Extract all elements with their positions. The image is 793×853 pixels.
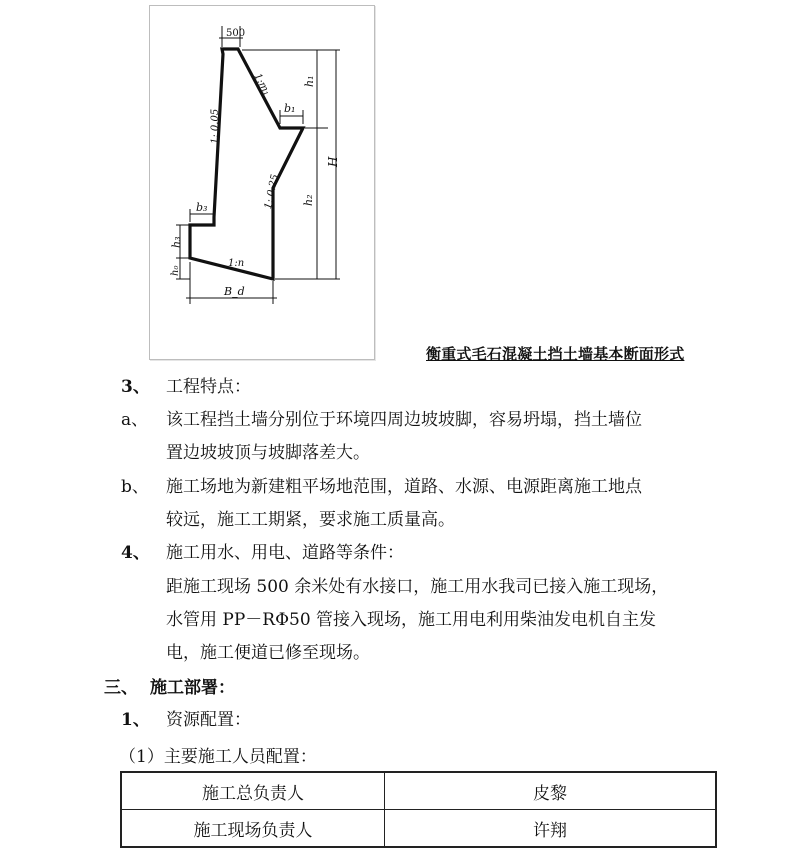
section4-title: 施工用水、用电、道路等条件：	[166, 543, 404, 563]
back-slope-label: 1: 0.25	[262, 173, 281, 211]
h2-label: h₂	[302, 194, 315, 206]
b1-label: b₁	[284, 102, 296, 115]
item-a-marker: a、	[121, 410, 149, 430]
staff-heading: （1）主要施工人员配置：	[119, 747, 317, 767]
name-cell: 许翔	[385, 810, 717, 848]
item-a-line-1: 该工程挡土墙分别位于环境四周边坡坡脚，容易坍塌，挡土墙位	[166, 410, 642, 430]
h1-label: h₁	[303, 75, 316, 87]
role-cell: 施工总负责人	[121, 772, 385, 810]
front-slope-label: 1: 0.05	[210, 108, 221, 144]
item-b-line-1: 施工场地为新建粗平场地范围，道路、水源、电源距离施工地点	[166, 477, 642, 497]
resource-number: 1、	[121, 710, 150, 730]
section4-line-1: 距施工现场 500 余米处有水接口，施工用水我司已接入施工现场，	[166, 577, 669, 597]
table-row	[121, 810, 716, 848]
section4-line-3: 电，施工便道已修至现场。	[166, 643, 370, 663]
staff-table	[120, 771, 717, 848]
retaining-wall-figure	[149, 5, 375, 360]
name-cell: 皮黎	[385, 772, 717, 810]
item-b-line-2: 较远，施工工期紧，要求施工质量高。	[166, 510, 455, 530]
h0-label: h₀	[170, 265, 181, 276]
wall-outline	[190, 49, 303, 279]
base-slope-label: 1:n	[228, 258, 245, 269]
chapter3-title: 施工部署：	[150, 678, 235, 698]
section4-line-2: 水管用 PP－RΦ50 管接入现场，施工用电利用柴油发电机自主发	[166, 610, 657, 630]
figure-caption: 衡重式毛石混凝土挡土墙基本断面形式	[426, 345, 685, 363]
m1-slope-label: 1:m₁	[251, 71, 273, 98]
h3-label: h₃	[170, 236, 183, 248]
H-label: H	[326, 156, 340, 167]
role-cell: 施工现场负责人	[121, 810, 385, 848]
section3-title: 工程特点：	[166, 377, 251, 397]
b3-label: b₃	[196, 201, 208, 214]
section4-number: 4、	[121, 543, 150, 563]
bd-label: B_d	[224, 285, 245, 298]
item-a-line-2: 置边坡坡顶与坡脚落差大。	[166, 443, 370, 463]
item-b-marker: b、	[121, 477, 149, 497]
chapter3-number: 三、	[104, 678, 138, 698]
wall-section-diagram	[150, 6, 374, 359]
table-row	[121, 772, 716, 810]
section3-number: 3、	[121, 377, 150, 397]
top-width-label: 500	[226, 28, 246, 39]
resource-title: 资源配置：	[166, 710, 251, 730]
